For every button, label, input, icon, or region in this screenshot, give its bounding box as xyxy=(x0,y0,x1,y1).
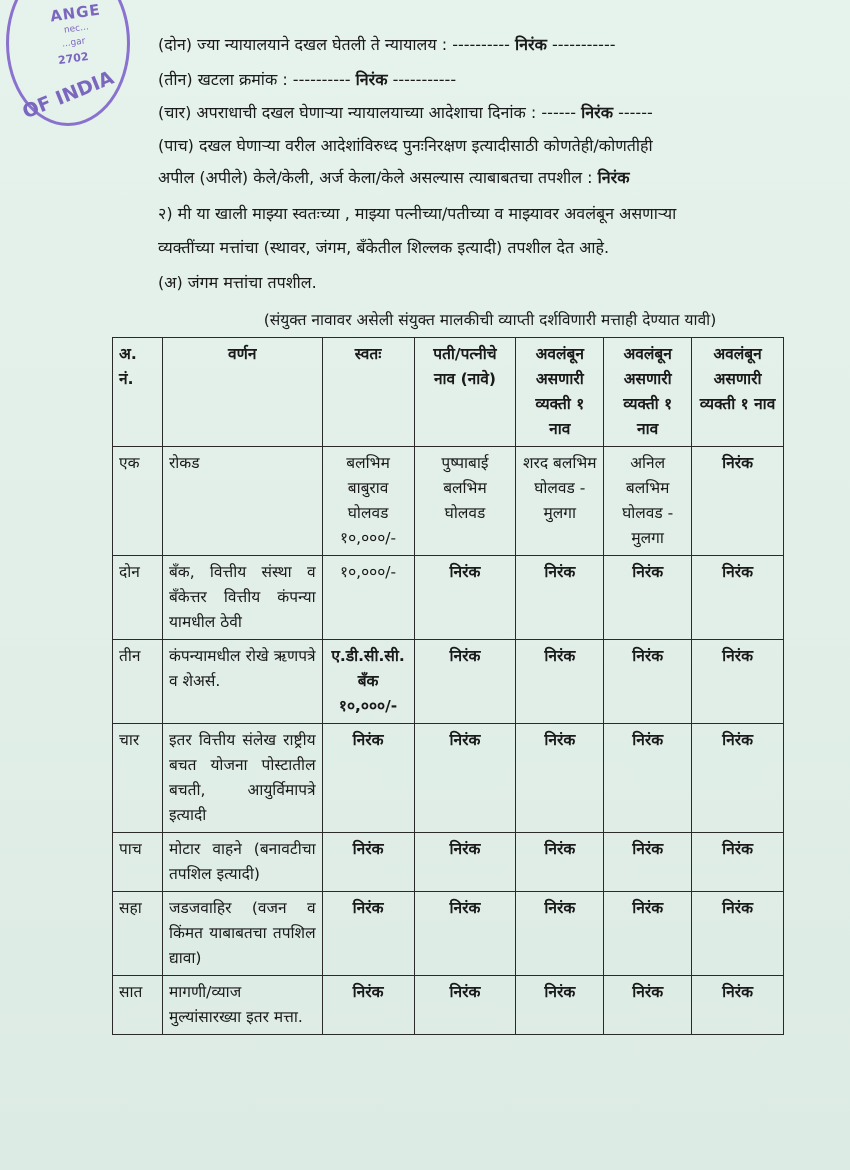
spouse-cell: पुष्पाबाई बलभिम घोलवड xyxy=(414,447,516,556)
header-serial: अ. नं. xyxy=(113,338,163,447)
court-label: (दोन) ज्या न्यायालयाने दखल घेतली ते न्यायालय : ---------- xyxy=(158,35,510,54)
dependent-2-cell: निरंक xyxy=(604,724,692,833)
dependent-1-cell: शरद बलभिम घोलवड - मुलगा xyxy=(516,447,604,556)
dependent-2-cell: निरंक xyxy=(604,833,692,892)
self-cell: निरंक xyxy=(322,724,414,833)
appeal-value: निरंक xyxy=(597,168,630,187)
header-spouse: पती/पत्नीचे नाव (नावे) xyxy=(414,338,516,447)
dependent-3-cell: निरंक xyxy=(692,892,784,976)
dependent-2-cell: निरंक xyxy=(604,556,692,640)
table-row xyxy=(113,724,784,833)
dependent-1-cell: निरंक xyxy=(516,892,604,976)
stamp-text-4: 2702 xyxy=(57,49,90,68)
case-number-value: निरंक xyxy=(355,70,388,89)
header-dependent-2: अवलंबून असणारी व्यक्ती १ नाव xyxy=(604,338,692,447)
serial-cell: सात xyxy=(113,976,163,1035)
declaration-line-2: व्यक्तींच्या मत्तांचा (स्थावर, जंगम, बँकेतील शिल्लक इत्यादी) तपशील देत आहे. xyxy=(158,238,610,257)
table-row xyxy=(113,892,784,976)
description-cell: रोकड xyxy=(162,447,322,556)
dependent-2-cell: निरंक xyxy=(604,976,692,1035)
serial-cell: एक xyxy=(113,447,163,556)
stamp-text-3: ...gar xyxy=(61,36,87,50)
dependent-1-cell: निरंक xyxy=(516,833,604,892)
movable-assets-table xyxy=(112,337,784,1035)
dependent-2-cell: निरंक xyxy=(604,640,692,724)
stamp-text-5: OF INDIA xyxy=(19,66,117,124)
table-row xyxy=(113,640,784,724)
order-date-suffix: ------ xyxy=(618,103,653,122)
description-cell: इतर वित्तीय संलेख राष्ट्रीय बचत योजना पोस्टातील बचती, आयुर्विमापत्रे इत्यादी xyxy=(162,724,322,833)
spouse-cell: निरंक xyxy=(414,833,516,892)
stamp-text-1: ANGE xyxy=(48,0,102,26)
dependent-3-cell: निरंक xyxy=(692,640,784,724)
header-dependent-3: अवलंबून असणारी व्यक्ती १ नाव xyxy=(692,338,784,447)
spouse-cell: निरंक xyxy=(414,724,516,833)
serial-cell: पाच xyxy=(113,833,163,892)
dependent-2-cell: अनिल बलभिम घोलवड - मुलगा xyxy=(604,447,692,556)
self-cell: १०,०००/- xyxy=(322,556,414,640)
dependent-3-cell: निरंक xyxy=(692,976,784,1035)
serial-cell: तीन xyxy=(113,640,163,724)
dependent-3-cell: निरंक xyxy=(692,447,784,556)
header-self: स्वतः xyxy=(322,338,414,447)
serial-cell: दोन xyxy=(113,556,163,640)
description-cell: कंपन्यामधील रोखे ऋणपत्रे व शेअर्स. xyxy=(162,640,322,724)
case-number-suffix: ----------- xyxy=(392,70,457,89)
table-row xyxy=(113,833,784,892)
court-value: निरंक xyxy=(515,35,547,54)
case-number-line xyxy=(158,69,456,91)
appeal-label: अपील (अपीले) केले/केली, अर्ज केला/केले असल्यास त्याबाबतचा तपशील : xyxy=(158,168,593,187)
spouse-cell: निरंक xyxy=(414,640,516,724)
joint-ownership-note: (संयुक्त नावावर असेली संयुक्त मालकीची व्याप्ती दर्शविणारी मत्ताही देण्यात यावी) xyxy=(263,311,717,329)
dependent-3-cell: निरंक xyxy=(692,833,784,892)
serial-cell: चार xyxy=(113,724,163,833)
dependent-1-cell: निरंक xyxy=(516,556,604,640)
self-cell: निरंक xyxy=(322,976,414,1035)
court-suffix: ----------- xyxy=(551,35,616,54)
description-cell: मागणी/व्याज मुल्यांसारख्या इतर मत्ता. xyxy=(162,976,322,1035)
order-date-value: निरंक xyxy=(581,103,613,122)
spouse-cell: निरंक xyxy=(414,976,516,1035)
dependent-1-cell: निरंक xyxy=(516,724,604,833)
table-row xyxy=(113,556,784,640)
dependent-2-cell: निरंक xyxy=(604,892,692,976)
court-line xyxy=(158,34,616,56)
declaration-line-1: २) मी या खाली माझ्या स्वतःच्या , माझ्या पत्नीच्या/पतीच्या व माझ्यावर अवलंबून असणाऱ्या xyxy=(158,204,677,223)
dependent-3-cell: निरंक xyxy=(692,724,784,833)
dependent-3-cell: निरंक xyxy=(692,556,784,640)
spouse-cell: निरंक xyxy=(414,892,516,976)
section-heading: (अ) जंगम मत्तांचा तपशील. xyxy=(158,273,317,292)
case-number-label: (तीन) खटला क्रमांक : ---------- xyxy=(158,70,351,89)
self-cell: बलभिम बाबुराव घोलवड १०,०००/- xyxy=(322,447,414,556)
table-row xyxy=(113,976,784,1035)
stamp-text-2: nec... xyxy=(63,22,90,36)
serial-cell: सहा xyxy=(113,892,163,976)
self-cell: निरंक xyxy=(322,892,414,976)
header-description: वर्णन xyxy=(162,338,322,447)
appeal-line-2 xyxy=(158,167,630,189)
dependent-1-cell: निरंक xyxy=(516,640,604,724)
self-cell: ए.डी.सी.सी. बँक १०,०००/- xyxy=(322,640,414,724)
header-dependent-1: अवलंबून असणारी व्यक्ती १ नाव xyxy=(516,338,604,447)
dependent-1-cell: निरंक xyxy=(516,976,604,1035)
description-cell: जडजवाहिर (वजन व किंमत याबाबतचा तपशिल द्यावा) xyxy=(162,892,322,976)
self-cell: निरंक xyxy=(322,833,414,892)
appeal-line-1: (पाच) दखल घेणाऱ्या वरील आदेशांविरुध्द पुनःनिरक्षण इत्यादीसाठी कोणतेही/कोणतीही xyxy=(158,136,653,155)
spouse-cell: निरंक xyxy=(414,556,516,640)
order-date-line xyxy=(158,102,653,124)
description-cell: बँक, वित्तीय संस्था व बँकेत्तर वित्तीय कंपन्या यामधील ठेवी xyxy=(162,556,322,640)
table-row xyxy=(113,447,784,556)
table-header-row xyxy=(113,338,784,447)
office-stamp xyxy=(6,0,126,128)
order-date-label: (चार) अपराधाची दखल घेणाऱ्या न्यायालयाच्या आदेशाचा दिनांक : ------ xyxy=(158,103,577,122)
description-cell: मोटार वाहने (बनावटीचा तपशिल इत्यादी) xyxy=(162,833,322,892)
